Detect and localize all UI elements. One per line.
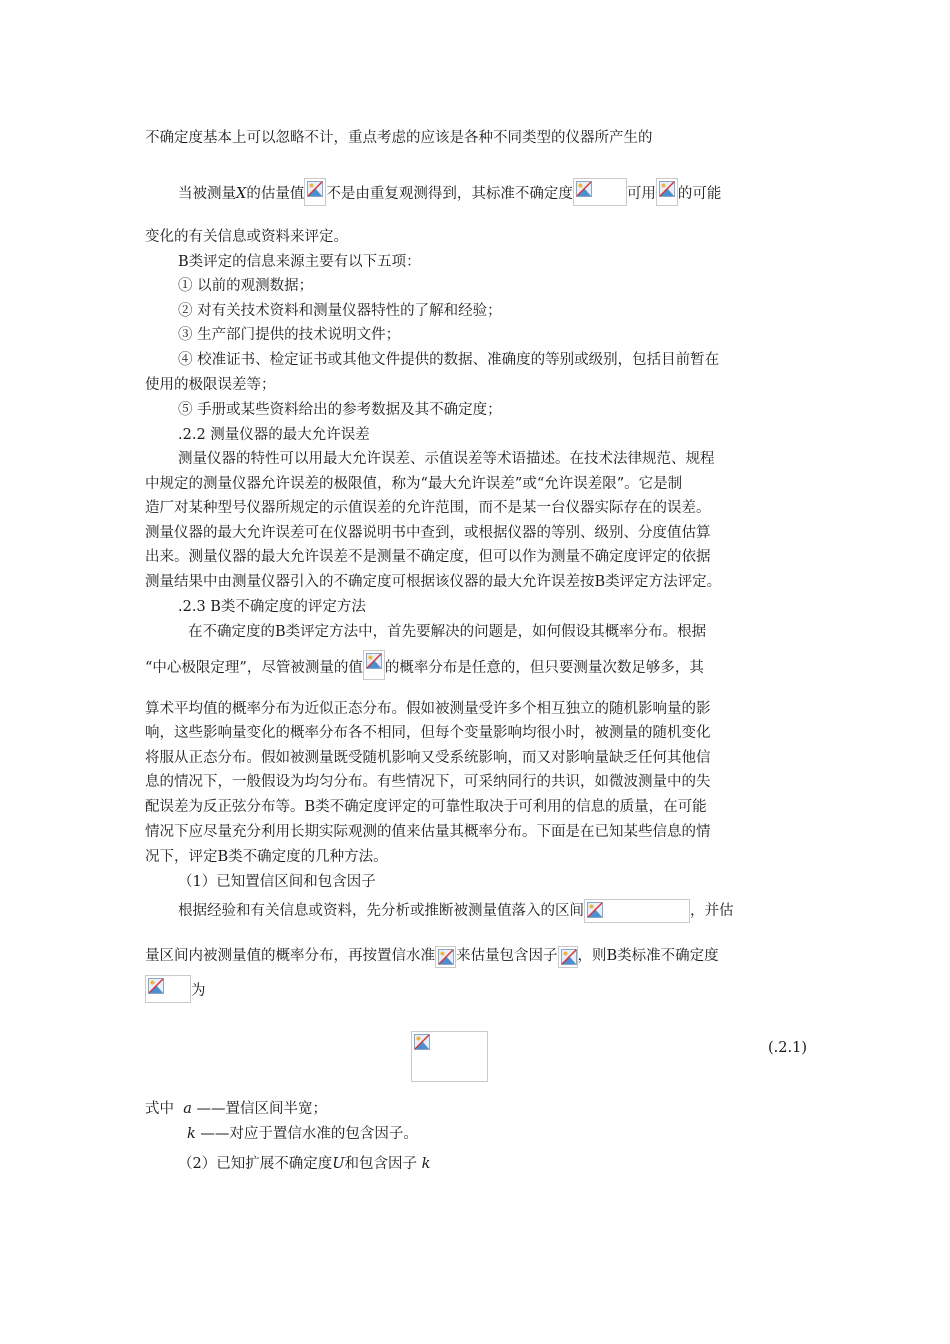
section-heading: .2.3 B类不确定度的评定方法: [178, 599, 366, 615]
broken-image-icon: [584, 899, 690, 923]
variable-k: k: [421, 1156, 431, 1172]
broken-image-icon: [363, 650, 385, 680]
variable-u: U: [332, 1156, 345, 1172]
list-item: ① 以前的观测数据；: [178, 278, 314, 294]
equation-image: [411, 1031, 488, 1082]
equation-number: (.2.1): [768, 1040, 807, 1056]
broken-image-icon: [656, 178, 678, 206]
broken-image-icon: [435, 946, 456, 968]
paragraph-line: 情况下应尽量充分利用长期实际观测的值来估量其概率分布。下面是在已知某些信息的情: [145, 824, 711, 840]
paragraph-line: 测量仪器的特性可以用最大允许误差、示值误差等术语描述。在技术法律规范、规程: [178, 451, 715, 467]
paragraph-line: 算术平均值的概率分布为近似正态分布。假如被测量受许多个相互独立的随机影响量的影: [145, 701, 711, 717]
paragraph-line: 造厂对某种型号仪器所规定的示值误差的允许范围，而不是某一台仪器实际存在的误差。: [145, 500, 711, 516]
broken-image-icon: [414, 1034, 430, 1054]
list-item: ② 对有关技术资料和测量仪器特性的了解和经验；: [178, 303, 502, 319]
paragraph-line: 息的情况下，一般假设为均匀分布。有些情况下，可采纳同行的共识，如微波测量中的失: [145, 774, 711, 790]
list-item: ③ 生产部门提供的技术说明文件；: [178, 327, 401, 343]
variable-k: k: [187, 1126, 196, 1142]
paragraph-line: 不确定度基本上可以忽略不计，重点考虑的应该是各种不同类型的仪器所产生的: [145, 130, 653, 146]
list-item: ④ 校准证书、检定证书或其他文件提供的数据、准确度的等别或级别，包括目前暂在: [178, 352, 720, 368]
paragraph-line: 根据经验和有关信息或资料，先分析或推断被测量值落入的区间 ，并估: [178, 899, 734, 919]
paragraph-line: 配误差为反正弦分布等。B类不确定度评定的可靠性取决于可利用的信息的质量，在可能: [145, 799, 707, 815]
paragraph-line: B类评定的信息来源主要有以下五项：: [178, 254, 421, 270]
paragraph-line: 使用的极限误差等；: [145, 377, 276, 393]
subheading: （1）已知置信区间和包含因子: [178, 874, 376, 890]
variable-x: X: [236, 186, 247, 202]
variable-a: a: [183, 1101, 192, 1117]
paragraph-line: 测量结果中由测量仪器引入的不确定度可根据该仪器的最大允许误差按B类评定方法评定。: [145, 574, 722, 590]
paragraph-line: 为: [145, 975, 206, 995]
document-page: [145, 0, 807, 1344]
paragraph-line: 式中 a ——置信区间半宽；: [145, 1101, 327, 1117]
paragraph-line: 将服从正态分布。假如被测量既受随机影响又受系统影响，而又对影响量缺乏任何其他信: [145, 750, 711, 766]
paragraph-line: 响，这些影响量变化的概率分布各不相同，但每个变量影响均很小时，被测量的随机变化: [145, 725, 711, 741]
subheading: （2）已知扩展不确定度U和包含因子 k: [178, 1156, 431, 1172]
paragraph-line: 在不确定度的B类评定方法中，首先要解决的问题是，如何假设其概率分布。根据: [188, 624, 707, 640]
paragraph-line: 变化的有关信息或资料来评定。: [145, 229, 348, 245]
paragraph-line: 况下，评定B类不确定度的几种方法。: [145, 849, 388, 865]
paragraph-line: k ——对应于置信水准的包含因子。: [187, 1126, 418, 1142]
broken-image-icon: [145, 975, 191, 1003]
section-heading: .2.2 测量仪器的最大允许误差: [178, 427, 370, 443]
list-item: ⑤ 手册或某些资料给出的参考数据及其不确定度；: [178, 402, 502, 418]
paragraph-line: 出来。测量仪器的最大允许误差不是测量不确定度，但可以作为测量不确定度评定的依据: [145, 549, 711, 565]
paragraph-line: 测量仪器的最大允许误差可在仪器说明书中查到，或根据仪器的等别、级别、分度值估算: [145, 525, 711, 541]
broken-image-icon: [304, 178, 326, 206]
broken-image-icon: [558, 946, 578, 968]
broken-image-icon: [573, 178, 627, 206]
paragraph-line: 量区间内被测量值的概率分布，再按置信水准 来估量包含因子 ，则B类标准不确定度: [145, 946, 719, 966]
paragraph-line: 当被测量X的估量值 不是由重复观测得到，其标准不确定度 可用 的可能: [178, 178, 721, 198]
paragraph-line: 中规定的测量仪器允许误差的极限值，称为“最大允许误差”或“允许误差限”。它是制: [145, 476, 683, 492]
paragraph-line: “中心极限定理”，尽管被测量的值 的概率分布是任意的，但只要测量次数足够多，其: [145, 650, 704, 670]
